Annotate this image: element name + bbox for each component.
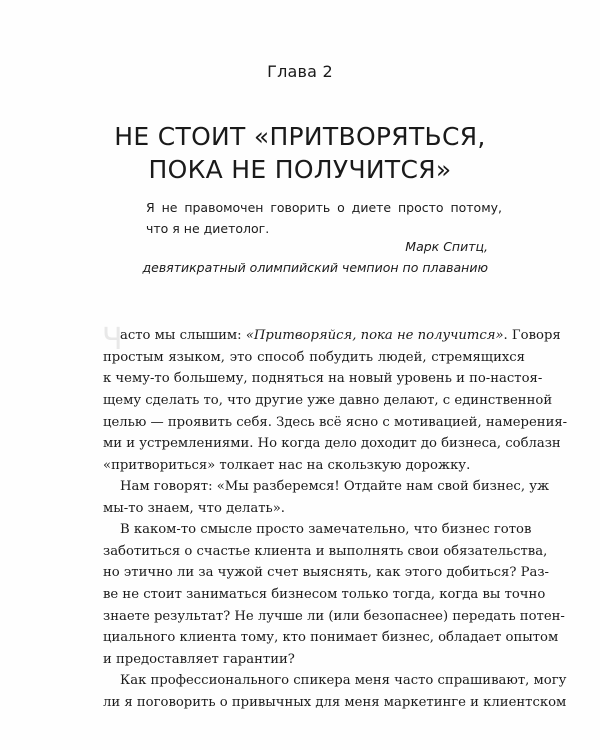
paragraph-3 bbox=[103, 519, 565, 671]
drop-cap: Ч bbox=[102, 322, 123, 357]
paragraph-1 bbox=[103, 325, 568, 477]
paragraph-4 bbox=[103, 670, 567, 713]
text-line: асто мы слышим: «Притворяйся, пока не получится». Говоря bbox=[120, 328, 561, 343]
text-line: мы-то знаем, что делать». bbox=[103, 500, 285, 516]
chapter-title-line: НЕ СТОИТ «ПРИТВОРЯТЬСЯ, bbox=[114, 122, 486, 151]
chapter-title bbox=[0, 120, 600, 186]
text-line: циального клиента тому, кто понимает бизнес, обладает опытом bbox=[103, 630, 559, 646]
epigraph-author-description: девятикратный олимпийский чемпион по плаванию bbox=[142, 260, 488, 275]
quoted-phrase: «Притворяйся, пока не получится» bbox=[245, 328, 504, 343]
epigraph-quote: Я не правомочен говорить о диете просто потому, что я не диетолог. bbox=[146, 200, 502, 236]
text-line: знаете результат? Не лучше ли (или безопаснее) передать потен- bbox=[103, 608, 565, 624]
text-line: Нам говорят: «Мы разберемся! Отдайте нам свой бизнес, уж bbox=[120, 479, 550, 494]
text-line: ли я поговорить о привычных для меня маркетинге и клиентском bbox=[103, 694, 567, 710]
text-line: Как профессионального спикера меня часто спрашивают, могу bbox=[120, 673, 567, 688]
text-line: ми и устремлениями. Но когда дело доходит до бизнеса, соблазн bbox=[103, 436, 561, 452]
text-line: «притвориться» толкает нас на скользкую дорожку. bbox=[103, 458, 471, 474]
paragraph-2 bbox=[103, 476, 550, 519]
text-line: но этично ли за чужой счет выяснять, как этого добиться? Раз- bbox=[103, 565, 549, 581]
chapter-title-line: ПОКА НЕ ПОЛУЧИТСЯ» bbox=[148, 155, 452, 184]
text-line: щему сделать то, что другие уже давно делают, с единственной bbox=[103, 393, 553, 409]
text-line: простым языком, это способ побудить людей, стремящихся bbox=[103, 349, 525, 365]
text-line: заботиться о счастье клиента и выполнять свои обязательства, bbox=[103, 543, 548, 559]
text-line: и предоставляет гарантии? bbox=[103, 652, 295, 668]
epigraph-author: Марк Спитц, bbox=[405, 239, 488, 254]
text-line: к чему-то большему, подняться на новый уровень и по-настоя- bbox=[103, 371, 543, 387]
text-line: В каком-то смысле просто замечательно, что бизнес готов bbox=[120, 522, 532, 537]
chapter-label: Глава 2 bbox=[267, 62, 333, 81]
text-line: ве не стоит заниматься бизнесом только тогда, когда вы точно bbox=[103, 587, 546, 603]
text-line: целью — проявить себя. Здесь всё ясно с мотивацией, намерения- bbox=[103, 414, 568, 430]
